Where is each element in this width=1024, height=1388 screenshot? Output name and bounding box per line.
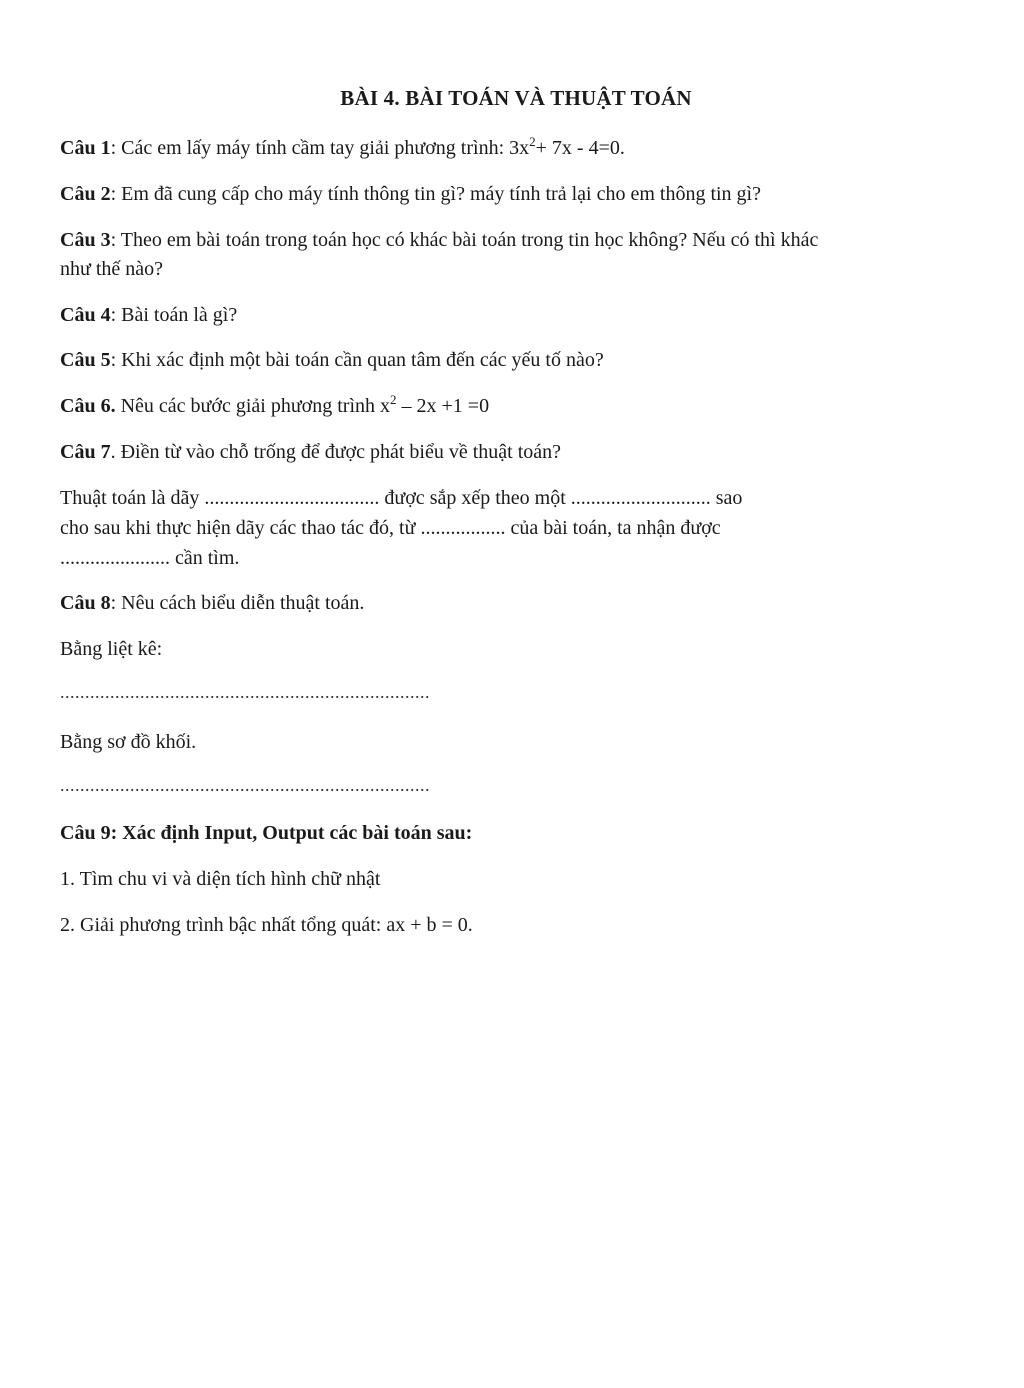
page-title: BÀI 4. BÀI TOÁN VÀ THUẬT TOÁN [340, 86, 692, 110]
question-3-text-line1: : Theo em bài toán trong toán học có khác bài toán trong tin học không? Nếu có thì khác [110, 229, 819, 251]
question-3-continued [60, 255, 972, 284]
flowchart-method-answer-line: .......................................................................... [60, 775, 430, 795]
question-6-label: Câu 6. [60, 395, 116, 417]
question-2-text: : Em đã cung cấp cho máy tính thông tin gì? máy tính trả lại cho em thông tin gì? [110, 183, 761, 205]
question-7 [60, 438, 972, 467]
question-7-fill-line-2: cho sau khi thực hiện dãy các thao tác đó, từ ................. của bài toán, ta nhận được [60, 517, 721, 539]
question-7-fill-line-1: Thuật toán là dãy ................................... được sắp xếp theo một ............................ sao [60, 487, 743, 509]
question-4-text: : Bài toán là gì? [110, 304, 238, 326]
question-8-label: Câu 8 [60, 592, 111, 614]
question-3 [60, 226, 972, 255]
question-2-label: Câu 2 [60, 183, 111, 205]
question-5-label: Câu 5 [60, 349, 111, 371]
question-9-label: Câu 9: Xác định Input, Output các bài toán sau: [60, 822, 473, 844]
question-6-tail: – 2x +1 =0 [396, 395, 490, 417]
question-3-text-line2: như thế nào? [60, 258, 164, 280]
question-9-item-1: 1. Tìm chu vi và diện tích hình chữ nhật [60, 868, 381, 890]
question-1-exponent: 2 [529, 134, 536, 149]
question-7-fill-line-3: ...................... cần tìm. [60, 547, 240, 569]
question-7-label: Câu 7 [60, 441, 111, 463]
question-6-exponent: 2 [390, 392, 397, 407]
question-9-item-2: 2. Giải phương trình bậc nhất tổng quát: ax + b = 0. [60, 914, 473, 936]
question-3-label: Câu 3 [60, 229, 111, 251]
question-7-text: . Điền từ vào chỗ trống để được phát biểu về thuật toán? [110, 441, 562, 463]
question-1-tail: + 7x - 4=0. [535, 137, 625, 159]
question-5 [60, 346, 972, 375]
question-8 [60, 589, 972, 618]
question-6-text: Nêu các bước giải phương trình x [115, 395, 391, 417]
flowchart-method-label: Bằng sơ đồ khối. [60, 731, 197, 753]
list-method-answer-line: .......................................................................... [60, 682, 430, 702]
question-4-label: Câu 4 [60, 304, 111, 326]
question-8-text: : Nêu cách biểu diễn thuật toán. [110, 592, 365, 614]
question-1-label: Câu 1 [60, 137, 111, 159]
list-method-label: Bằng liệt kê: [60, 638, 163, 660]
question-2 [60, 180, 972, 209]
question-1 [60, 134, 972, 163]
question-5-text: : Khi xác định một bài toán cần quan tâm đến các yếu tố nào? [110, 349, 604, 371]
question-6 [60, 392, 972, 421]
question-4 [60, 301, 972, 330]
question-1-text: : Các em lấy máy tính cầm tay giải phương trình: 3x [110, 137, 530, 159]
